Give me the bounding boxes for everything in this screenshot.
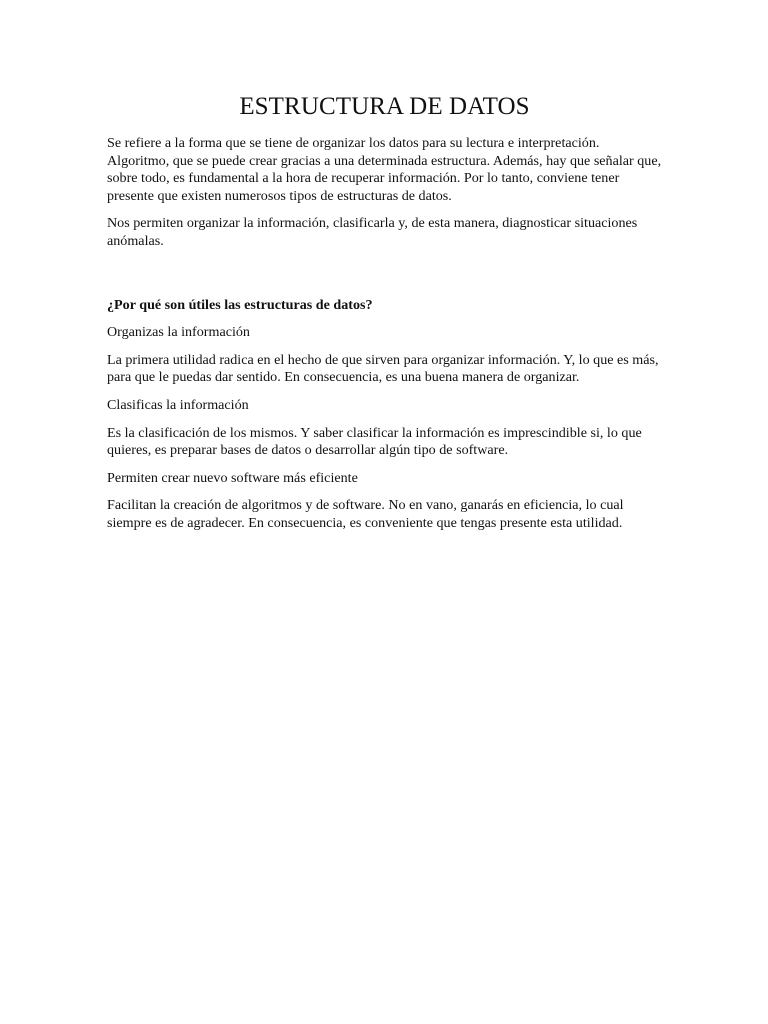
document-title: ESTRUCTURA DE DATOS bbox=[239, 93, 530, 120]
intro-paragraph: Se refiere a la forma que se tiene de organizar los datos para su lectura e interpretación. Algoritmo, que se puede crear gracias a una determinada estructura. Además, hay que señalar que, sobre todo, es fundamental a la hora de recuperar información. Por lo tanto, conviene tener presente que existen numerosos tipos de estructuras de datos. bbox=[107, 135, 662, 204]
paragraph-spacer bbox=[107, 261, 662, 297]
section-heading: Clasificas la información bbox=[107, 396, 249, 413]
section-body: Es la clasificación de los mismos. Y saber clasificar la información es imprescindible si, lo que quieres, es preparar bases de datos o desarrollar algún tipo de software. bbox=[107, 424, 642, 459]
section-question: ¿Por qué son útiles las estructuras de datos? bbox=[107, 296, 373, 313]
section-body: Facilitan la creación de algoritmos y de software. No en vano, ganarás en eficiencia, lo cual siempre es de agradecer. En consecuencia, es conveniente que tengas presente esta utilidad. bbox=[107, 497, 624, 531]
section-body: La primera utilidad radica en el hecho de que sirven para organizar información. Y, lo que es más, para que le puedas dar sentido. En consecuencia, es una buena manera de organizar. bbox=[107, 351, 659, 386]
intro-paragraph: Nos permiten organizar la información, clasificarla y, de esta manera, diagnosticar situaciones anómalas. bbox=[107, 215, 638, 249]
section-heading: Organizas la información bbox=[107, 324, 250, 341]
section-heading: Permiten crear nuevo software más eficiente bbox=[107, 469, 358, 486]
